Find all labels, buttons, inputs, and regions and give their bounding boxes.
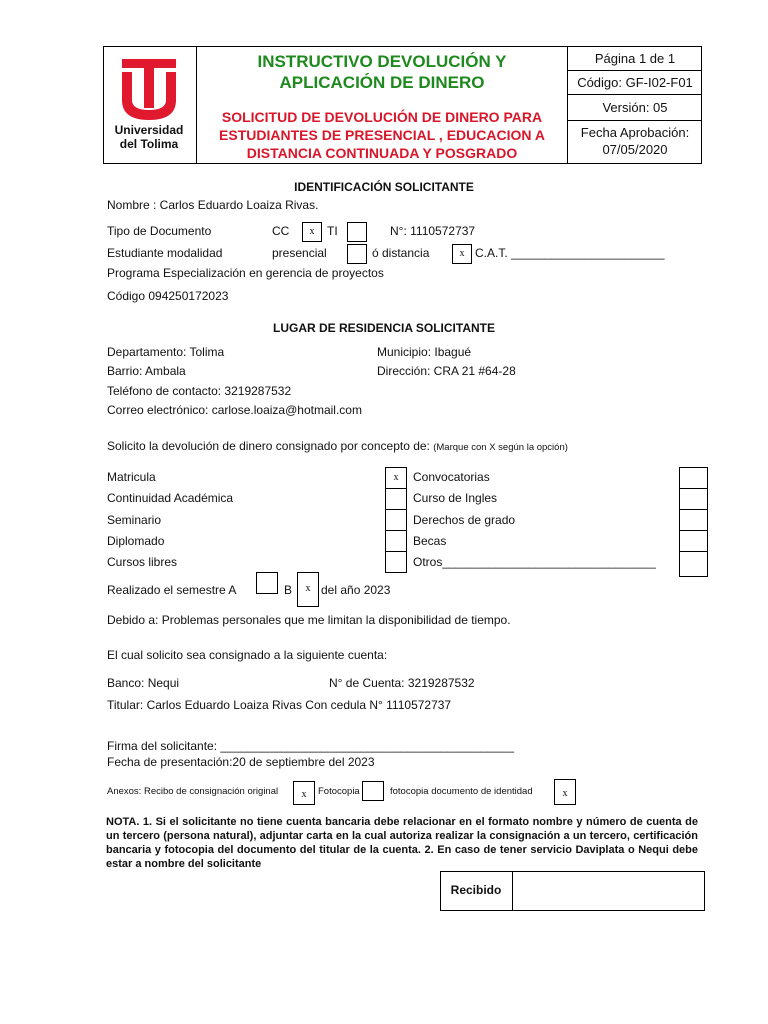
code-line: Código 094250172023 [107, 289, 229, 303]
request-intro-hint: (Marque con X según la opción) [433, 442, 568, 453]
request-intro [107, 439, 568, 455]
address: Dirección: CRA 21 #64-28 [377, 364, 516, 378]
option-checkbox[interactable] [385, 551, 407, 573]
municipality: Municipio: Ibagué [377, 345, 472, 359]
option-checkbox[interactable] [679, 467, 708, 489]
option-label: Continuidad Académica [107, 491, 234, 505]
annex-photocopy-label: Fotocopia [318, 786, 360, 797]
page-number: Página 1 de 1 [594, 51, 676, 66]
annex-id-checkbox[interactable] [554, 779, 576, 805]
approval-date: 07/05/2020 [602, 142, 668, 157]
check-mark: x [301, 789, 307, 800]
presencial-checkbox[interactable] [347, 244, 367, 264]
option-checkbox[interactable] [679, 488, 708, 510]
phone: Teléfono de contacto: 3219287532 [107, 384, 292, 398]
option-label: Otros________________________________ [413, 555, 656, 569]
annex-photocopy-checkbox[interactable] [362, 781, 384, 801]
neighborhood: Barrio: Ambala [107, 364, 186, 378]
annex-id-label: fotocopia documento de identidad [390, 786, 533, 797]
university-logo [104, 56, 194, 156]
semester-b-checkbox[interactable] [297, 572, 319, 607]
request-intro-text: Solicito la devolución de dinero consignado por concepto de: [107, 439, 430, 453]
received-field[interactable] [513, 872, 704, 910]
option-label: Curso de Ingles [413, 491, 498, 505]
title-line: APLICACIÓN DE DINERO [279, 73, 485, 92]
option-checkbox[interactable] [385, 509, 407, 531]
applicant-name: Nombre : Carlos Eduardo Loaiza Rivas. [107, 198, 319, 212]
header-divider [567, 94, 702, 95]
title-line: INSTRUCTIVO DEVOLUCIÓN Y [257, 52, 507, 71]
signature-line: Firma del solicitante: ____________________________________________ [107, 739, 515, 753]
ti-label: TI [327, 224, 338, 238]
subtitle-line: SOLICITUD DE DEVOLUCIÓN DE DINERO PARA [221, 109, 543, 125]
subtitle-line: ESTUDIANTES DE PRESENCIAL , EDUCACION A [219, 127, 545, 143]
received-label: Recibido [450, 883, 502, 897]
reason: Debido a: Problemas personales que me limitan la disponibilidad de tiempo. [107, 613, 511, 627]
semester-b-label: B [284, 583, 293, 597]
option-label: Becas [413, 534, 447, 548]
annex-label: Anexos: Recibo de consignación original [107, 786, 279, 797]
note-text: NOTA. 1. Si el solicitante no tiene cuenta bancaria debe relacionar en el formato nombre y número de cuenta de un tercero (persona natural), adjuntar carta en la cual autoriza realizar la consignación a un tercero, certificación bancaria y fotocopia del documento del titular de la cuenta. 2. En caso de tener servicio Daviplata o Nequi debe estar a nombre del solicitante [106, 816, 698, 870]
residence-heading: LUGAR DE RESIDENCIA SOLICITANTE [272, 321, 495, 335]
semester-year: del año 2023 [321, 583, 391, 597]
option-label: Cursos libres [107, 555, 178, 569]
ti-checkbox[interactable] [347, 222, 367, 242]
document-title [197, 51, 567, 93]
logo-text-line1: Universidad [114, 123, 184, 137]
approval-label: Fecha Aprobación: [580, 125, 690, 140]
program-line: Programa Especialización en gerencia de proyectos [107, 266, 384, 280]
subtitle-line: DISTANCIA CONTINUADA Y POSGRADO [246, 145, 518, 161]
option-label: Matricula [107, 470, 156, 484]
check-mark: x [459, 248, 465, 259]
cc-checkbox[interactable] [302, 222, 322, 242]
annex-original-checkbox[interactable] [293, 781, 315, 805]
option-label: Derechos de grado [413, 513, 516, 527]
option-checkbox[interactable] [385, 530, 407, 552]
logo-mark-icon [104, 56, 194, 124]
account-holder: Titular: Carlos Eduardo Loaiza Rivas Con cedula N° 1110572737 [107, 698, 452, 712]
department: Departamento: Tolima [107, 345, 225, 359]
cc-label: CC [272, 224, 290, 238]
account-intro: El cual solicito sea consignado a la siguiente cuenta: [107, 648, 388, 662]
account-number: N° de Cuenta: 3219287532 [329, 676, 475, 690]
option-checkbox[interactable] [679, 551, 708, 577]
modality-label: Estudiante modalidad [107, 246, 223, 260]
bank: Banco: Nequi [107, 676, 180, 690]
distancia-label: ó distancia [372, 246, 430, 260]
document-code: Código: GF-I02-F01 [577, 75, 693, 90]
semester-a-checkbox[interactable] [256, 572, 278, 594]
document-version: Versión: 05 [602, 100, 668, 115]
option-checkbox[interactable] [679, 530, 708, 552]
email: Correo electrónico: carlose.loaiza@hotmail.com [107, 403, 362, 417]
option-label: Convocatorias [413, 470, 490, 484]
logo-text-line2: del Tolima [119, 137, 179, 151]
header-divider [567, 70, 702, 71]
semester-label: Realizado el semestre A [107, 583, 237, 597]
document-number: N°: 1110572737 [390, 224, 476, 238]
identification-heading: IDENTIFICACIÓN SOLICITANTE [294, 180, 474, 194]
check-mark: x [305, 583, 311, 594]
option-checkbox[interactable] [679, 509, 708, 531]
cat-field: C.A.T. _______________________ [475, 246, 665, 260]
doc-type-label: Tipo de Documento [107, 224, 212, 238]
check-mark: x [562, 788, 568, 799]
presentation-date: Fecha de presentación:20 de septiembre del 2023 [107, 755, 375, 769]
document-subtitle [197, 108, 567, 162]
option-label: Diplomado [107, 534, 165, 548]
presencial-label: presencial [272, 246, 327, 260]
distancia-checkbox[interactable] [452, 244, 472, 264]
header-divider [567, 120, 702, 121]
option-checkbox[interactable] [385, 467, 407, 489]
option-label: Seminario [107, 513, 162, 527]
option-checkbox[interactable] [385, 488, 407, 510]
check-mark: x [393, 472, 399, 483]
check-mark: x [309, 226, 315, 237]
